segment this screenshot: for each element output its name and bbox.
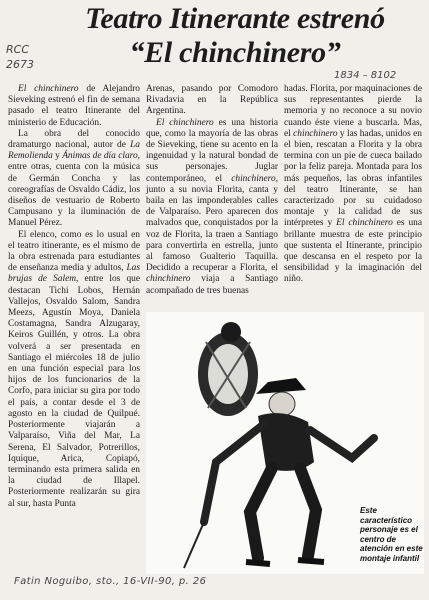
head	[269, 392, 295, 416]
paragraph	[8, 129, 140, 230]
character-name: chinchinero	[146, 274, 191, 285]
archive-code-top: RCC	[6, 43, 30, 56]
text-run: , junto a su novia Florita, canta y baila en las imponderables calles de Valparaíso. Pero aparecen dos malvados que, conquistados por la voz de Florita, la traen a Santiago para convertirla en estrella, junto al famoso Gualterio Taquilla. Decidido a recuperar a Florita, el	[146, 173, 278, 274]
paragraph	[8, 230, 140, 510]
play-title: El chinchinero	[336, 218, 393, 229]
text-run: La obra del conocido dramaturgo nacional, autor de	[8, 128, 140, 151]
play-title: El chinchinero	[156, 117, 214, 128]
play-title: La Remolienda	[8, 140, 140, 162]
play-title: Ánimas de día claro	[62, 151, 138, 162]
right-leg	[300, 468, 316, 556]
source-citation-note: Fatin Noguibo, sto., 16-VII-90, p. 26	[14, 576, 207, 587]
right-arm	[310, 430, 374, 458]
paragraph	[146, 118, 278, 297]
text-run: viaja a Santiago acompañado de tres buenas	[146, 274, 278, 296]
text-run: , entre otras, cuenta con la música de Germán Concha y las coreografías de Osvaldo Cádiz, los diseños de vestuario de Roberto Campusano y la iluminación de Manuel Pérez.	[8, 151, 140, 229]
text-run: y las hadas, unidos en el bien, rescatan a Florita y la obra termina con un pie de cueca bailado por la feliz pareja. Montada para los más pequeños, las obras infantiles del teatro Itinerante, se han caracterizado por su cuidadoso montaje y la calidad de sus intérpretes y	[284, 128, 422, 229]
drum-stick	[184, 522, 204, 568]
text-run: El elenco, como es lo usual en el teatro itinerante, es el mismo de la obra estrenada para estudiantes de enseñanza media y adultos,	[8, 229, 140, 274]
headline-line-1: Teatro Itinerante estrenó	[85, 2, 385, 35]
text-run: , entre los que destacan Tichi Lobos, Hernán Vallejos, Osvaldo Salom, Sandra Meezs, Agustín Moya, Daniela Costamagna, Sandra Alzugaray, Keiros Guillén, y otros. La obra volverá a ser presentada en Santiago el miércoles 18 de julio en una función especial para los hijos de los funcionarios de la Corfo, para iniciar su gira por todo el país, a contar desde el 3 de agosto en la ciudad de Quilpué. Posteriormente viajarán a Valparaíso, Viña del Mar, La Serena, El Salvador, Potrerillos, Iquique, Arica, Copiapó, terminando esta primera salida en la ciudad de Illapel. Posteriormente realizarán su gira al sur, hasta Punta	[8, 274, 140, 509]
cymbal	[221, 322, 241, 342]
paragraph	[284, 84, 422, 286]
paragraph: Arenas, pasando por Comodoro Rivadavia en la República Argentina.	[146, 84, 278, 117]
character-name: chinchinero	[293, 128, 338, 139]
article-column-1	[8, 84, 140, 510]
archive-code-bottom: 2673	[6, 58, 34, 71]
archive-number-note: 1834 – 8102	[334, 70, 397, 81]
text-run: es una brillante muestra de este principio que sustenta el Itinerante, principio que descansa en el respeto por la sensibilidad y la imaginación del niño.	[284, 218, 422, 285]
shoes	[246, 560, 324, 564]
text-run: de Alejandro Sieveking estrenó el fin de semana pasado el teatro Itinerante del ministerio de Educación.	[8, 84, 140, 128]
archive-code-note	[6, 42, 38, 72]
text-run: y	[52, 151, 63, 162]
text-run: hadas. Florita, por maquinaciones de sus representantes pierde la memoria y no reconoce a su novio cuando éste viene a buscarla. Mas, el	[284, 84, 422, 139]
play-title: Las brujas de Salem	[8, 263, 140, 285]
character-name: chinchinero	[231, 173, 276, 184]
play-title: El chinchinero	[18, 84, 79, 94]
left-leg	[250, 468, 272, 558]
text-run: es una historia que, como la mayoría de las obras de Sieveking, tiene su acento en la ingenuidad y la natural bondad de sus personajes. Juglar contemporáneo, el	[146, 117, 278, 184]
paragraph	[8, 84, 140, 129]
article-column-2	[146, 84, 278, 297]
headline-line-2: “El chinchinero”	[129, 36, 341, 69]
photo-caption: Este característico personaje es el centro de atención en este montaje infantil	[360, 506, 423, 563]
article-column-3	[284, 84, 422, 286]
headline	[40, 2, 429, 70]
